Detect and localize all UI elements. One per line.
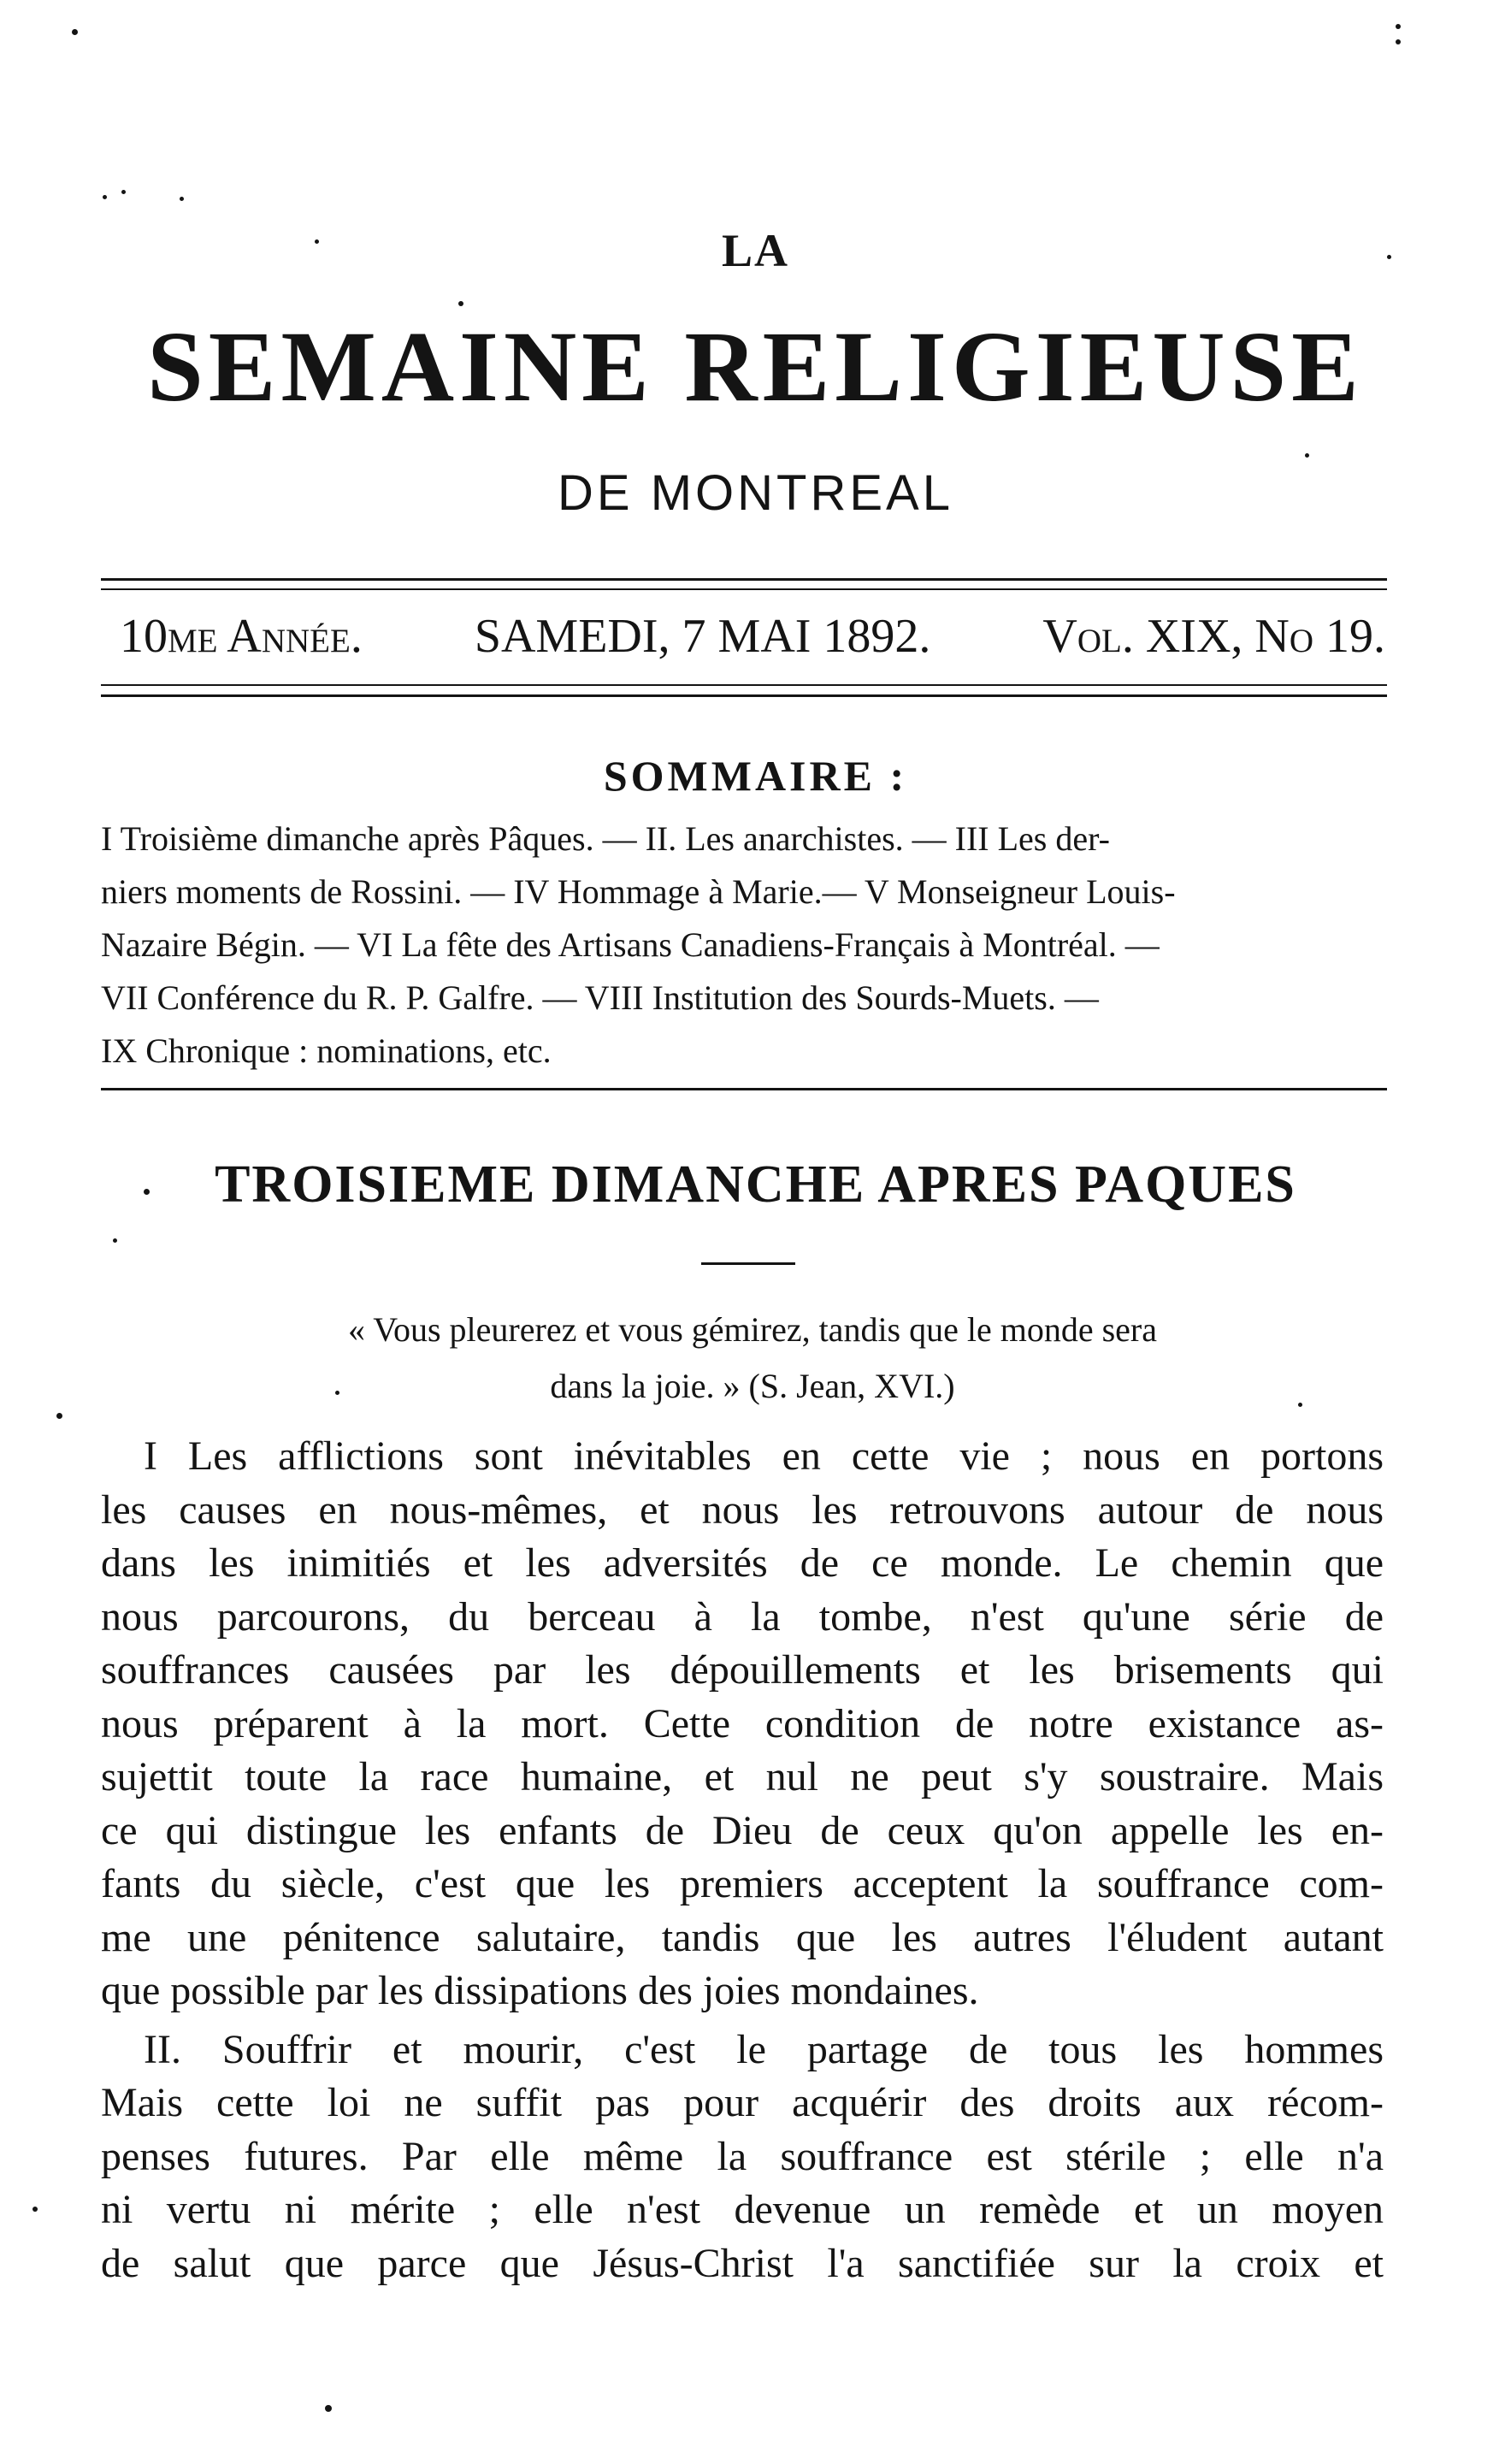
ink-speck: [1396, 39, 1401, 44]
ink-speck: [121, 190, 126, 194]
paragraph-line: dans les inimitiés et les adversités de ce monde. Le chemin que: [101, 1540, 1384, 1586]
ink-speck: [1298, 1403, 1302, 1407]
paragraph-line: penses futures. Par elle même la souffrance est stérile ; elle n'a: [101, 2133, 1384, 2179]
paragraph-line: Mais cette loi ne suffit pas pour acquérir des droits aux récom-: [101, 2080, 1384, 2125]
summary-line: IX Chronique : nominations, etc.: [101, 1031, 552, 1070]
paragraph-line: ce qui distingue les enfants de Dieu de ceux qu'on appelle les en-: [101, 1807, 1384, 1853]
ink-speck: [1305, 453, 1309, 458]
summary-line: VII Conférence du R. P. Galfre. — VIII Institution des Sourds-Muets. —: [101, 978, 1099, 1017]
ink-speck: [113, 1238, 117, 1243]
epigraph: [231, 1302, 1274, 1415]
paragraph-line: II. Souffrir et mourir, c'est le partage de tous les hommes: [144, 2026, 1384, 2072]
paragraph-line: ni vertu ni mérite ; elle n'est devenue un remède et un moyen: [101, 2187, 1384, 2232]
ink-speck: [1396, 24, 1401, 29]
ink-speck: [103, 195, 107, 199]
epigraph-line: « Vous pleurerez et vous gémirez, tandis que le monde sera: [347, 1310, 1157, 1349]
masthead-bottom-rule: [101, 694, 1387, 697]
epigraph-line: dans la joie. » (S. Jean, XVI.): [550, 1367, 955, 1405]
article-title: TROISIEME DIMANCHE APRES PAQUES: [215, 1155, 1296, 1214]
ink-speck: [56, 1413, 62, 1419]
issue-year: 10me Année.: [120, 610, 363, 663]
summary-line: I Troisième dimanche après Pâques. — II. Les anarchistes. — III Les der-: [101, 819, 1110, 858]
paragraph-line: que possible par les dissipations des joies mondaines.: [101, 1968, 979, 2013]
publication-title: SEMAINE RELIGIEUSE: [147, 310, 1364, 422]
paragraph-line: souffrances causées par les dépouillements et les brisements qui: [101, 1647, 1384, 1693]
summary-line: Nazaire Bégin. — VI La fête des Artisans Canadiens-Français à Montréal. —: [101, 925, 1160, 964]
paragraph-line: de salut que parce que Jésus-Christ l'a sanctifiée sur la croix et: [101, 2240, 1384, 2286]
summary-text: [101, 812, 1384, 1078]
paragraph-line: nous parcourons, du berceau à la tombe, n'est qu'une série de: [101, 1593, 1384, 1640]
masthead-top-rule-inner: [101, 588, 1387, 590]
publication-subtitle: DE MONTREAL: [558, 465, 953, 521]
ink-speck: [180, 197, 184, 201]
ink-speck: [325, 2405, 332, 2412]
article-body: [101, 1430, 1384, 2290]
title-divider: [701, 1262, 795, 1265]
title-prefix: LA: [721, 225, 789, 276]
summary-line: niers moments de Rossini. — IV Hommage à Marie.— V Monseigneur Louis-: [101, 872, 1176, 911]
issue-date: SAMEDI, 7 MAI 1892.: [474, 610, 931, 663]
summary-heading: SOMMAIRE :: [603, 752, 908, 800]
issue-info-row: [120, 610, 1385, 663]
paragraph-line: nous préparent à la mort. Cette condition de notre existance as-: [101, 1700, 1384, 1746]
ink-speck: [32, 2207, 38, 2212]
paragraph-line: les causes en nous-mêmes, et nous les retrouvons autour de nous: [101, 1486, 1384, 1533]
masthead-top-rule: [101, 578, 1387, 581]
paragraph-line: sujettit toute la race humaine, et nul ne peut s'y soustraire. Mais: [101, 1754, 1384, 1799]
masthead-bottom-rule-inner: [101, 684, 1387, 686]
paragraph-line: fants du siècle, c'est que les premiers acceptent la souffrance com-: [101, 1861, 1384, 1906]
paragraph-line: me une pénitence salutaire, tandis que les autres l'éludent autant: [101, 1914, 1384, 1960]
paragraph-line: I Les afflictions sont inévitables en cette vie ; nous en portons: [144, 1433, 1384, 1479]
ink-speck: [458, 301, 463, 306]
issue-volume: Vol. XIX, No 19.: [1042, 610, 1385, 663]
ink-speck: [72, 29, 78, 35]
summary-bottom-rule: [101, 1088, 1387, 1090]
